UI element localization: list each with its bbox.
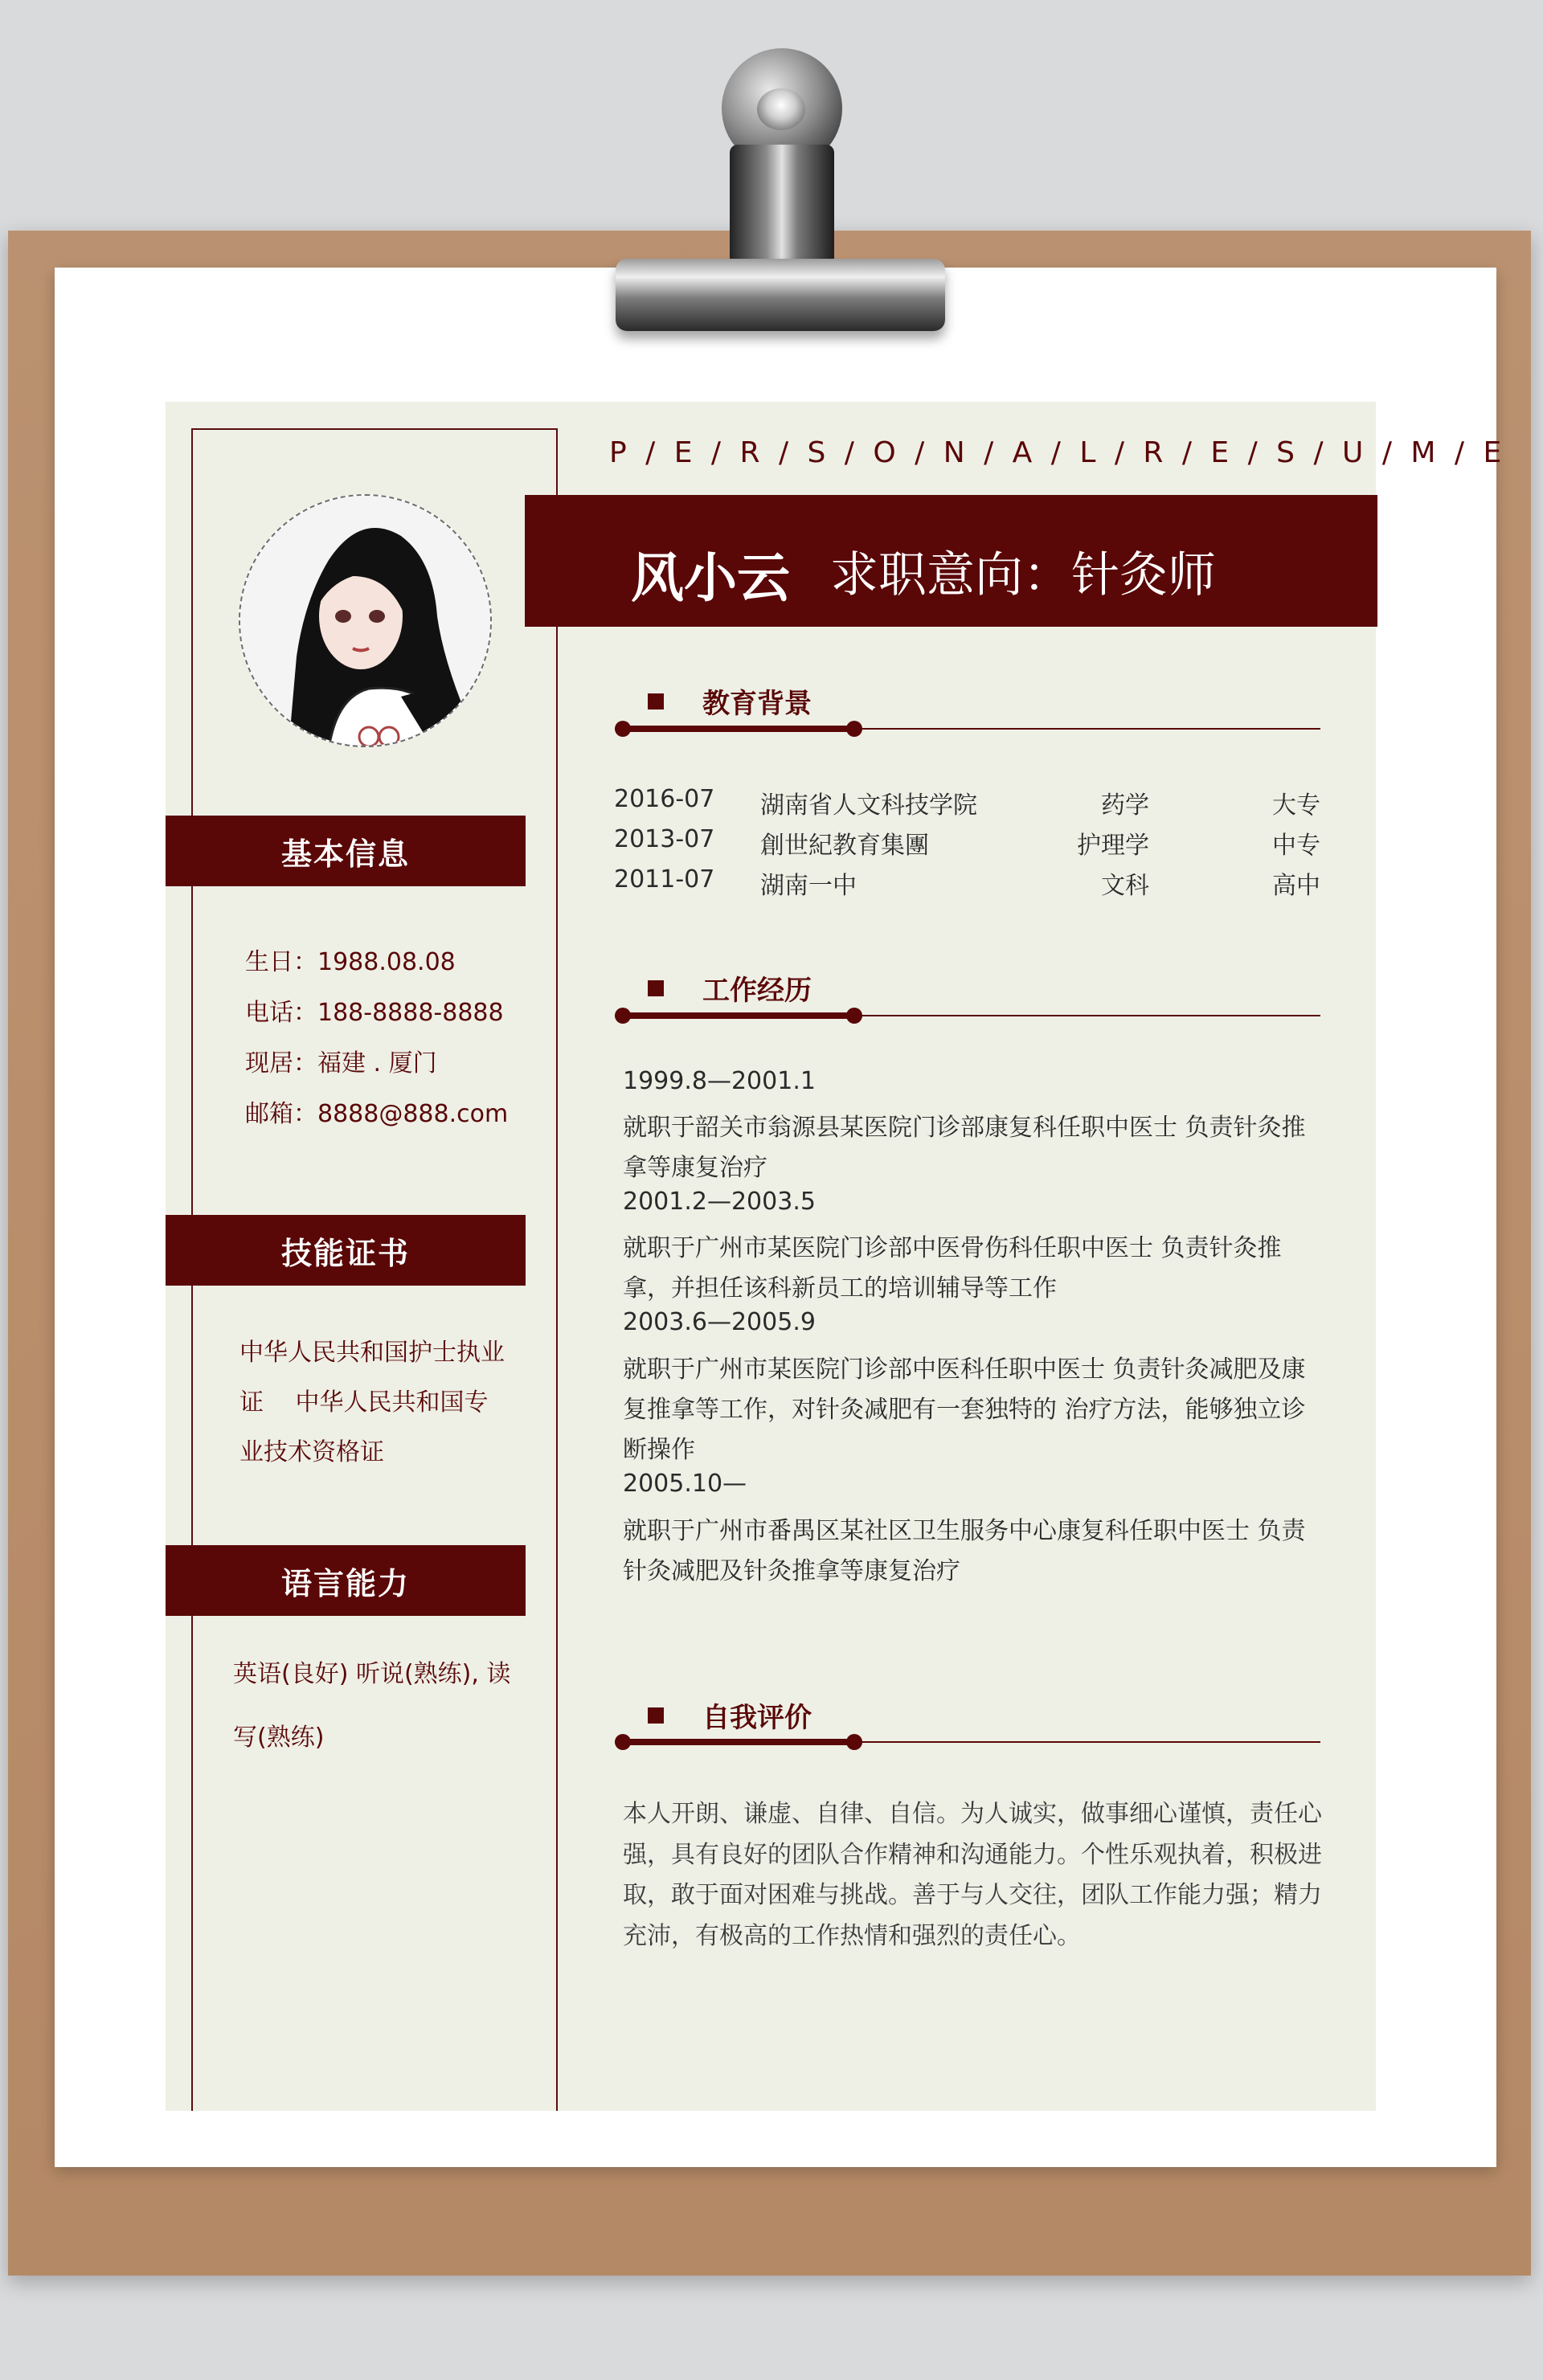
candidate-name: 风小云: [631, 547, 790, 609]
personal-resume-banner: P / E / R / S / O / N / A / L / R / E / S / U / M / E: [609, 436, 1507, 469]
edu-school: 湖南一中: [760, 872, 857, 900]
edu-major: 药学: [1101, 791, 1149, 820]
work-line: 针灸减肥及针灸推拿等康复治疗: [623, 1557, 960, 1585]
location-text: 现居：福建 . 厦门: [245, 1049, 437, 1078]
education-divider: [615, 718, 1320, 739]
self-line: 本人开朗、谦虚、自律、自信。为人诚实，做事细心谨慎，责任心: [623, 1800, 1322, 1828]
square-bullet-icon: [648, 980, 664, 996]
basic-info-title: 基本信息: [280, 836, 410, 872]
edu-major: 护理学: [1077, 832, 1149, 860]
language-header: [166, 1545, 526, 1616]
skills-title: 技能证书: [280, 1235, 410, 1271]
work-line: 2005.10—: [623, 1470, 747, 1498]
self-line: 充沛，有极高的工作热情和强烈的责任心。: [623, 1922, 1081, 1950]
clip-hole: [757, 88, 805, 130]
work-line: 拿，并担任该科新员工的培训辅导等工作: [623, 1274, 1057, 1302]
edu-date: 2013-07: [614, 825, 715, 853]
edu-degree: 中专: [1272, 832, 1320, 860]
work-line: 就职于广州市番禺区某社区卫生服务中心康复科任职中医士 负责: [623, 1517, 1306, 1545]
name-bar: [525, 495, 1377, 627]
education-title: 教育背景: [702, 688, 812, 720]
self-line: 强，具有良好的团队合作精神和沟通能力。个性乐观执着，积极进: [623, 1841, 1322, 1869]
square-bullet-icon: [648, 1707, 664, 1724]
work-line: 就职于韶关市翁源县某医院门诊部康复科任职中医士 负责针灸推: [623, 1114, 1306, 1142]
work-line: 2003.6—2005.9: [623, 1308, 816, 1336]
clip-base: [616, 259, 945, 331]
edu-major: 文科: [1101, 872, 1149, 900]
edu-school: 湖南省人文科技学院: [760, 791, 977, 820]
self-line: 取，敢于面对困难与挑战。善于与人交往，团队工作能力强；精力: [623, 1881, 1322, 1909]
skills-line: 中华人民共和国护士执业: [239, 1339, 505, 1367]
avatar-illustration-icon: [240, 496, 492, 747]
language-title: 语言能力: [280, 1565, 410, 1601]
language-line: 写(熟练): [233, 1724, 325, 1752]
skills-header: [166, 1215, 526, 1286]
edu-date: 2011-07: [614, 865, 715, 894]
basic-info-header: [166, 816, 526, 886]
self-divider: [615, 1732, 1320, 1752]
avatar: [239, 494, 492, 747]
work-line: 拿等康复治疗: [623, 1154, 767, 1182]
education-section-title: [648, 681, 812, 721]
edu-degree: 大专: [1272, 791, 1320, 820]
birthday-text: 生日：1988.08.08: [245, 948, 456, 976]
clip-neck: [730, 145, 834, 265]
edu-school: 創世紀教育集團: [760, 832, 929, 860]
edu-degree: 高中: [1272, 872, 1320, 900]
work-line: 断操作: [623, 1436, 695, 1464]
work-divider: [615, 1005, 1320, 1026]
self-section-title: [648, 1695, 812, 1735]
work-line: 就职于广州市某医院门诊部中医骨伤科任职中医士 负责针灸推: [623, 1234, 1282, 1262]
work-section-title: [648, 968, 812, 1008]
work-line: 就职于广州市某医院门诊部中医科任职中医士 负责针灸减肥及康: [623, 1356, 1306, 1384]
work-line: 2001.2—2003.5: [623, 1188, 816, 1216]
job-intent: 求职意向：针灸师: [830, 547, 1216, 603]
skills-line: 业技术资格证: [239, 1438, 384, 1466]
phone-text: 电话：188-8888-8888: [245, 999, 504, 1027]
square-bullet-icon: [648, 693, 664, 710]
work-title: 工作经历: [702, 975, 812, 1007]
binder-clip-icon: [577, 48, 947, 354]
edu-date: 2016-07: [614, 785, 715, 813]
work-line: 复推拿等工作，对针灸减肥有一套独特的 治疗方法，能够独立诊: [623, 1396, 1306, 1424]
self-title: 自我评价: [702, 1702, 812, 1734]
work-line: 1999.8—2001.1: [623, 1067, 816, 1095]
language-line: 英语(良好) 听说(熟练), 读: [233, 1660, 511, 1688]
skills-line: 证 中华人民共和国专: [239, 1388, 489, 1417]
email-text: 邮箱：8888@888.com: [245, 1100, 509, 1128]
